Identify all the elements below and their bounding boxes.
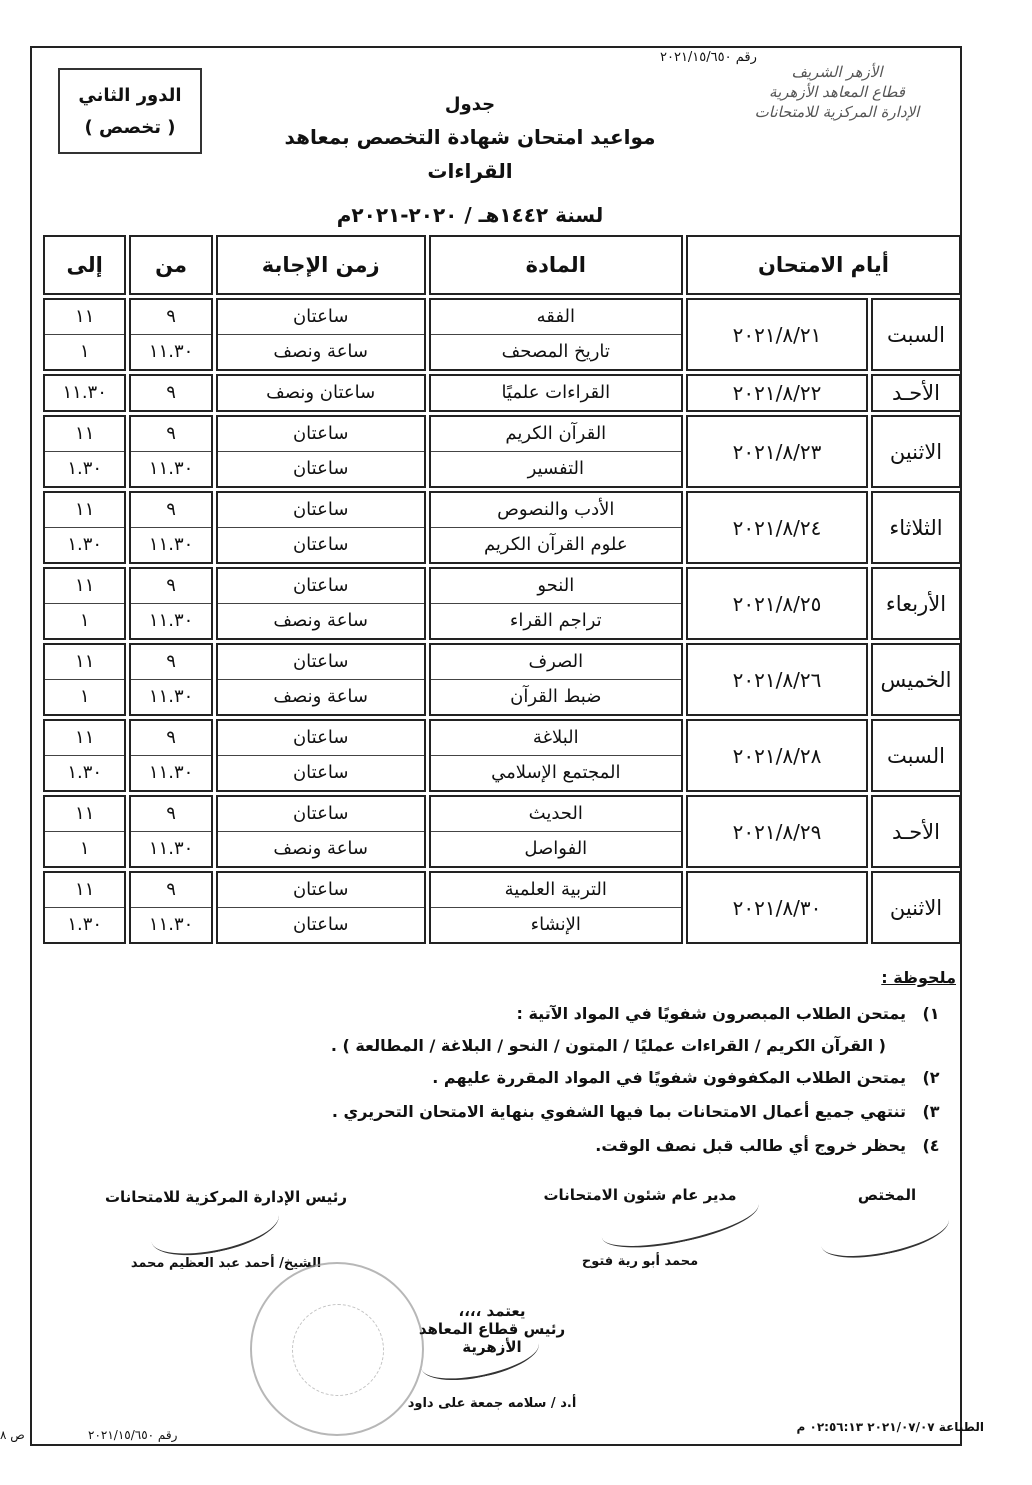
- from-cell-line: ٩: [166, 575, 176, 596]
- day-cell: الاثنين: [871, 871, 961, 944]
- org-line-3: الإدارة المركزية للامتحانات: [754, 103, 920, 121]
- notes-title: ملحوظة :: [881, 968, 956, 987]
- duration-cell-line: ساعة ونصف: [218, 831, 424, 866]
- from-cell-line: ١١.٣٠: [131, 679, 210, 714]
- subject-cell-line: الحديث: [528, 803, 583, 824]
- day-cell: الخميس: [871, 643, 961, 716]
- note-text: ( القرآن الكريم / القراءات عمليًا / المتون / النحو / البلاغة / المطالعة ) .: [330, 1036, 886, 1055]
- day-cell: الأحـد: [871, 795, 961, 868]
- duration-cell-line: ساعتان: [292, 306, 349, 327]
- day-cell: الاثنين: [871, 415, 961, 488]
- org-line-1: الأزهر الشريف: [791, 63, 883, 81]
- subject-cell-line: الفقه: [536, 306, 575, 327]
- to-cell: [43, 719, 126, 792]
- duration-cell-line: ساعتان: [292, 499, 349, 520]
- to-cell-line: ١١: [75, 727, 95, 748]
- note-number: ٤): [922, 1136, 940, 1155]
- date-cell: ٢٠٢١/٨/٢٤: [686, 491, 868, 564]
- duration-cell-line: ساعتان: [292, 879, 349, 900]
- to-cell-line: ١: [45, 831, 124, 866]
- table-row: [43, 643, 961, 716]
- to-cell-line: ١١: [75, 499, 95, 520]
- note-number: ١): [922, 1004, 940, 1023]
- table-row: [43, 871, 961, 944]
- date-cell: ٢٠٢١/٨/٣٠: [686, 871, 868, 944]
- note-item: [96, 1031, 956, 1061]
- day-cell: السبت: [871, 719, 961, 792]
- round-label: الدور الثاني: [78, 85, 182, 106]
- to-cell-line: ١١: [75, 575, 95, 596]
- to-cell: [43, 643, 126, 716]
- date-cell: ٢٠٢١/٨/٢٦: [686, 643, 868, 716]
- date-cell: ٢٠٢١/٨/٢٩: [686, 795, 868, 868]
- from-cell-line: ٩: [166, 499, 176, 520]
- from-cell: [129, 719, 212, 792]
- duration-cell: [216, 871, 426, 944]
- from-cell: [129, 567, 212, 640]
- from-cell: [129, 871, 212, 944]
- page-edge-text: ص ٨: [0, 1428, 25, 1442]
- table-row: [43, 298, 961, 371]
- from-cell: [129, 415, 212, 488]
- subject-cell-line: القراءات علميًا: [501, 382, 611, 403]
- to-cell-line: ١.٣٠: [45, 907, 124, 942]
- exam-round-box: [58, 68, 202, 154]
- table-row: [43, 415, 961, 488]
- subject-cell-line: الإنشاء: [431, 907, 681, 942]
- duration-cell-line: ساعة ونصف: [218, 603, 424, 638]
- round-type: ( تخصص ): [84, 117, 176, 138]
- table-row: [43, 491, 961, 564]
- to-cell: [43, 374, 126, 412]
- date-cell: ٢٠٢١/٨/٢٢: [686, 374, 868, 412]
- duration-cell: [216, 415, 426, 488]
- duration-cell-line: ساعتان: [218, 527, 424, 562]
- note-item: [96, 1095, 956, 1129]
- to-cell-line: ١١: [75, 651, 95, 672]
- duration-cell-line: ساعتان: [292, 651, 349, 672]
- subject-cell-line: القرآن الكريم: [505, 423, 607, 444]
- to-cell-line: ١١: [75, 879, 95, 900]
- note-text: يحظر خروج أي طالب قبل نصف الوقت.: [595, 1136, 906, 1155]
- reference-number-bottom: رقم ٢٠٢١/١٥/٦٥٠: [88, 1428, 178, 1442]
- duration-cell-line: ساعتان: [218, 755, 424, 790]
- duration-cell-line: ساعتان ونصف: [266, 382, 376, 403]
- subject-cell: [429, 719, 683, 792]
- subject-cell-line: الفواصل: [431, 831, 681, 866]
- from-cell-line: ٩: [166, 879, 176, 900]
- duration-cell-line: ساعة ونصف: [218, 334, 424, 369]
- duration-cell: [216, 795, 426, 868]
- note-item: [96, 1129, 956, 1163]
- duration-cell-line: ساعة ونصف: [218, 679, 424, 714]
- table-row: [43, 795, 961, 868]
- from-cell-line: ١١.٣٠: [131, 334, 210, 369]
- date-cell: ٢٠٢١/٨/٢٥: [686, 567, 868, 640]
- header-subject: المادة: [429, 235, 683, 295]
- table-header-row: [43, 235, 961, 295]
- day-cell: الثلاثاء: [871, 491, 961, 564]
- subject-cell-line: علوم القرآن الكريم: [431, 527, 681, 562]
- stamp-emblem: [292, 1304, 384, 1396]
- to-cell: [43, 795, 126, 868]
- to-cell-line: ١١: [75, 803, 95, 824]
- from-cell: [129, 643, 212, 716]
- to-cell: [43, 415, 126, 488]
- note-text: يمتحن الطلاب المكفوفون شفويًا في المواد المقررة عليهم .: [432, 1068, 906, 1087]
- to-cell-line: ١: [45, 603, 124, 638]
- subject-cell-line: تراجم القراء: [431, 603, 681, 638]
- subject-cell-line: تاريخ المصحف: [431, 334, 681, 369]
- head-central-name: الشيخ/ أحمد عبد العظيم محمد: [130, 1256, 322, 1271]
- notes-section: [96, 968, 956, 1163]
- to-cell: [43, 567, 126, 640]
- from-cell: [129, 491, 212, 564]
- subject-cell-line: الصرف: [528, 651, 584, 672]
- note-text: تنتهي جميع أعمال الامتحانات بما فيها الشفوي بنهاية الامتحان التحريري .: [331, 1102, 906, 1121]
- from-cell-line: ١١.٣٠: [131, 527, 210, 562]
- from-cell-line: ١١.٣٠: [131, 755, 210, 790]
- subject-cell: [429, 795, 683, 868]
- subject-cell-line: التفسير: [431, 451, 681, 486]
- day-cell: الأربعاء: [871, 567, 961, 640]
- subject-cell: [429, 374, 683, 412]
- from-cell: [129, 298, 212, 371]
- note-number: ٣): [922, 1102, 940, 1121]
- from-cell: [129, 795, 212, 868]
- title-line-2: مواعيد امتحان شهادة التخصص بمعاهد القراءات: [284, 125, 656, 183]
- document-title: [250, 90, 690, 232]
- head-central-title: رئيس الإدارة المركزية للامتحانات: [104, 1188, 348, 1206]
- from-cell-line: ٩: [166, 306, 176, 327]
- date-cell: ٢٠٢١/٨/٢١: [686, 298, 868, 371]
- from-cell-line: ١١.٣٠: [131, 907, 210, 942]
- to-cell-line: ١.٣٠: [45, 527, 124, 562]
- subject-cell: [429, 643, 683, 716]
- subject-cell: [429, 415, 683, 488]
- reference-number-top: رقم ٢٠٢١/١٥/٦٥٠: [660, 50, 757, 65]
- to-cell-line: ١.٣٠: [45, 755, 124, 790]
- duration-cell: [216, 374, 426, 412]
- subject-cell: [429, 871, 683, 944]
- duration-cell-line: ساعتان: [218, 907, 424, 942]
- subject-cell: [429, 567, 683, 640]
- director-title: مدير عام شئون الامتحانات: [543, 1186, 737, 1204]
- day-cell: الأحـد: [871, 374, 961, 412]
- to-cell-line: ١١.٣٠: [62, 382, 107, 403]
- approval-label: يعتمد ،،،،: [458, 1302, 526, 1320]
- subject-cell-line: التربية العلمية: [504, 879, 607, 900]
- to-cell-line: ١١: [75, 306, 95, 327]
- header-from: من: [129, 235, 212, 295]
- header-to: إلى: [43, 235, 126, 295]
- from-cell-line: ١١.٣٠: [131, 603, 210, 638]
- organization-header: [732, 62, 942, 122]
- subject-cell-line: البلاغة: [532, 727, 579, 748]
- header-days: أيام الامتحان: [686, 235, 961, 295]
- title-line-3: لسنة ١٤٤٢هـ / ٢٠٢٠-٢٠٢١م: [336, 203, 604, 227]
- to-cell-line: ١.٣٠: [45, 451, 124, 486]
- subject-cell-line: ضبط القرآن: [431, 679, 681, 714]
- to-cell: [43, 298, 126, 371]
- duration-cell-line: ساعتان: [218, 451, 424, 486]
- approval-title: رئيس قطاع المعاهد الأزهرية: [418, 1320, 566, 1356]
- approval-name: أ.د / سلامه جمعة على داود: [407, 1396, 577, 1411]
- title-line-1: جدول: [444, 94, 496, 115]
- table-row: [43, 719, 961, 792]
- duration-cell: [216, 643, 426, 716]
- to-cell: [43, 871, 126, 944]
- duration-cell: [216, 567, 426, 640]
- note-number: ٢): [922, 1068, 940, 1087]
- duration-cell-line: ساعتان: [292, 727, 349, 748]
- date-cell: ٢٠٢١/٨/٢٨: [686, 719, 868, 792]
- duration-cell: [216, 491, 426, 564]
- subject-cell: [429, 298, 683, 371]
- duration-cell-line: ساعتان: [292, 803, 349, 824]
- subject-cell-line: الأدب والنصوص: [497, 499, 615, 520]
- exam-schedule-table: [40, 232, 964, 947]
- note-item: [96, 1061, 956, 1095]
- specialist-title: المختص: [857, 1186, 917, 1204]
- day-cell: السبت: [871, 298, 961, 371]
- note-text: يمتحن الطلاب المبصرون شفويًا في المواد الآتية :: [516, 1004, 906, 1023]
- duration-cell: [216, 719, 426, 792]
- to-cell-line: ١: [45, 334, 124, 369]
- from-cell-line: ١١.٣٠: [131, 451, 210, 486]
- from-cell: [129, 374, 212, 412]
- from-cell-line: ٩: [166, 803, 176, 824]
- to-cell-line: ١: [45, 679, 124, 714]
- from-cell-line: ١١.٣٠: [131, 831, 210, 866]
- print-timestamp: الطباعة ٢٠٢١/٠٧/٠٧ ٠٢:٥٦:١٣ م: [796, 1420, 984, 1434]
- subject-cell: [429, 491, 683, 564]
- from-cell-line: ٩: [166, 382, 176, 403]
- from-cell-line: ٩: [166, 423, 176, 444]
- table-row: [43, 374, 961, 412]
- duration-cell-line: ساعتان: [292, 575, 349, 596]
- header-duration: زمن الإجابة: [216, 235, 426, 295]
- subject-cell-line: المجتمع الإسلامي: [431, 755, 681, 790]
- org-line-2: قطاع المعاهد الأزهرية: [769, 83, 905, 101]
- from-cell-line: ٩: [166, 651, 176, 672]
- duration-cell-line: ساعتان: [292, 423, 349, 444]
- subject-cell-line: النحو: [537, 575, 575, 596]
- to-cell-line: ١١: [75, 423, 95, 444]
- director-name: محمد أبو رية فتوح: [581, 1254, 699, 1269]
- to-cell: [43, 491, 126, 564]
- date-cell: ٢٠٢١/٨/٢٣: [686, 415, 868, 488]
- from-cell-line: ٩: [166, 727, 176, 748]
- duration-cell: [216, 298, 426, 371]
- table-row: [43, 567, 961, 640]
- note-item: [96, 997, 956, 1031]
- signature-specialist: [822, 1186, 952, 1204]
